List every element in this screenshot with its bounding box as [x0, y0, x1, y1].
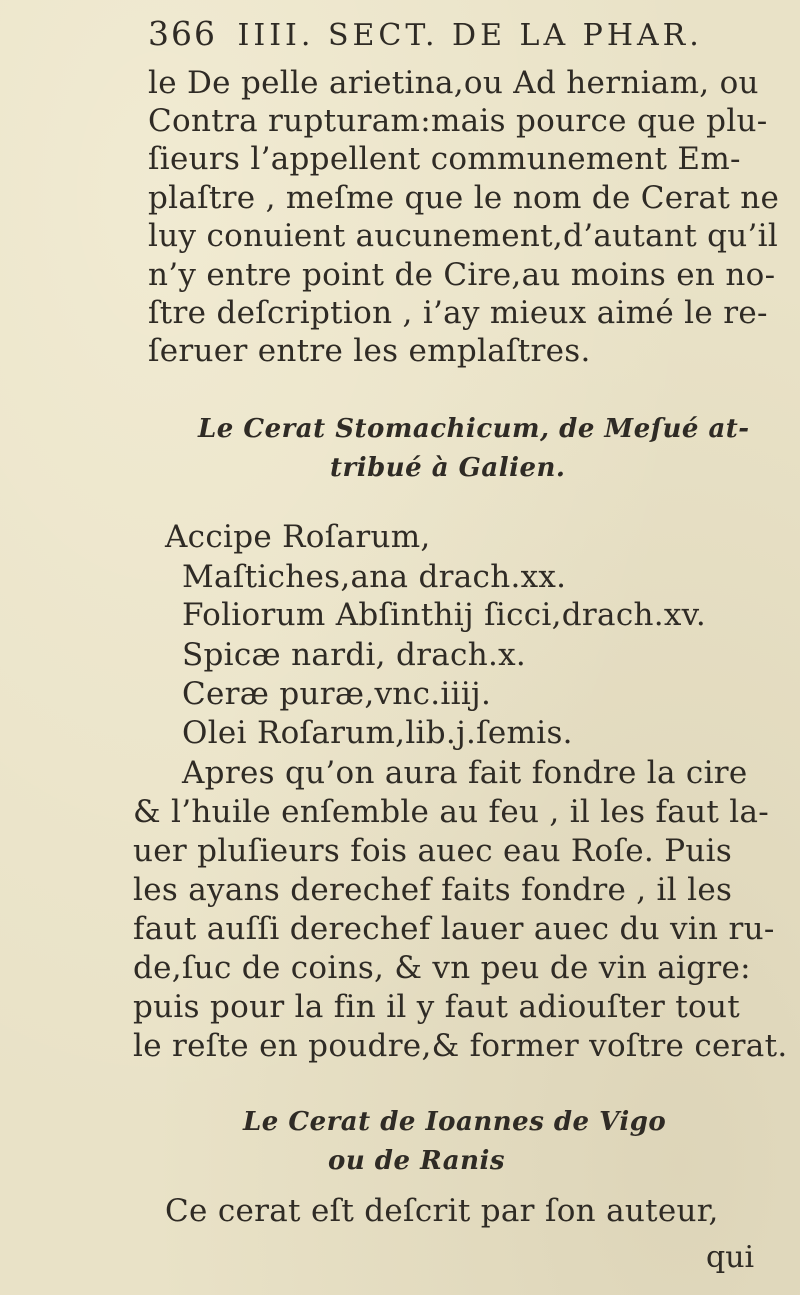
text-line: luy conuient aucunement,d’autant qu’il — [148, 218, 779, 254]
catchword: qui — [706, 1240, 755, 1275]
text-line: Apres qu’on aura fait fondre la cire — [182, 755, 748, 791]
text-line: ſieurs l’appellent communement Em- — [148, 141, 741, 177]
text-line: uer pluſieurs fois auec eau Roſe. Puis — [133, 833, 733, 869]
ingredient-line: Accipe Roſarum, — [165, 519, 431, 555]
heading-line: Le Cerat de Ioannes de Vigo — [243, 1107, 667, 1137]
page-number: 366 — [148, 14, 217, 53]
text-line: Ce cerat eſt deſcrit par ſon auteur, — [165, 1193, 719, 1229]
text-line: de,ſuc de coins, & vn peu de vin aigre: — [133, 950, 751, 986]
text-line: n’y entre point de Cire,au moins en no- — [148, 257, 776, 293]
text-line: ſtre deſcription , i’ay mieux aimé le re- — [148, 295, 768, 331]
running-title: IIII. SECT. DE LA PHAR. — [237, 18, 703, 53]
text-line: ſeruer entre les emplaſtres. — [148, 333, 591, 369]
text-line: les ayans derechef faits fondre , il les — [133, 872, 733, 908]
text-line: le De pelle arietina,ou Ad herniam, ou — [148, 65, 759, 101]
heading-line: tribué à Galien. — [330, 453, 566, 483]
ingredient-line: Foliorum Abſinthij ſicci,drach.xv. — [182, 597, 706, 633]
ingredient-line: Olei Roſarum,lib.j.ſemis. — [182, 715, 573, 751]
text-line: faut auſſi derechef lauer auec du vin ru- — [133, 911, 775, 947]
ingredient-line: Maſtiches,ana drach.xx. — [182, 559, 567, 595]
text-line: Contra rupturam:mais pource que plu- — [148, 103, 768, 139]
running-header — [148, 14, 778, 60]
ingredient-line: Ceræ puræ,vnc.iiij. — [182, 676, 492, 712]
text-line: puis pour la fin il y faut adiouſter tout — [133, 989, 741, 1025]
ingredient-line: Spicæ nardi, drach.x. — [182, 637, 527, 673]
text-line: plaſtre , meſme que le nom de Cerat ne — [148, 180, 780, 216]
heading-line: ou de Ranis — [328, 1146, 506, 1176]
text-line: le reſte en poudre,& former voſtre cerat. — [133, 1028, 788, 1064]
text-line: & l’huile enſemble au feu , il les faut la- — [133, 794, 770, 830]
heading-line: Le Cerat Stomachicum, de Meſué at- — [198, 414, 750, 444]
